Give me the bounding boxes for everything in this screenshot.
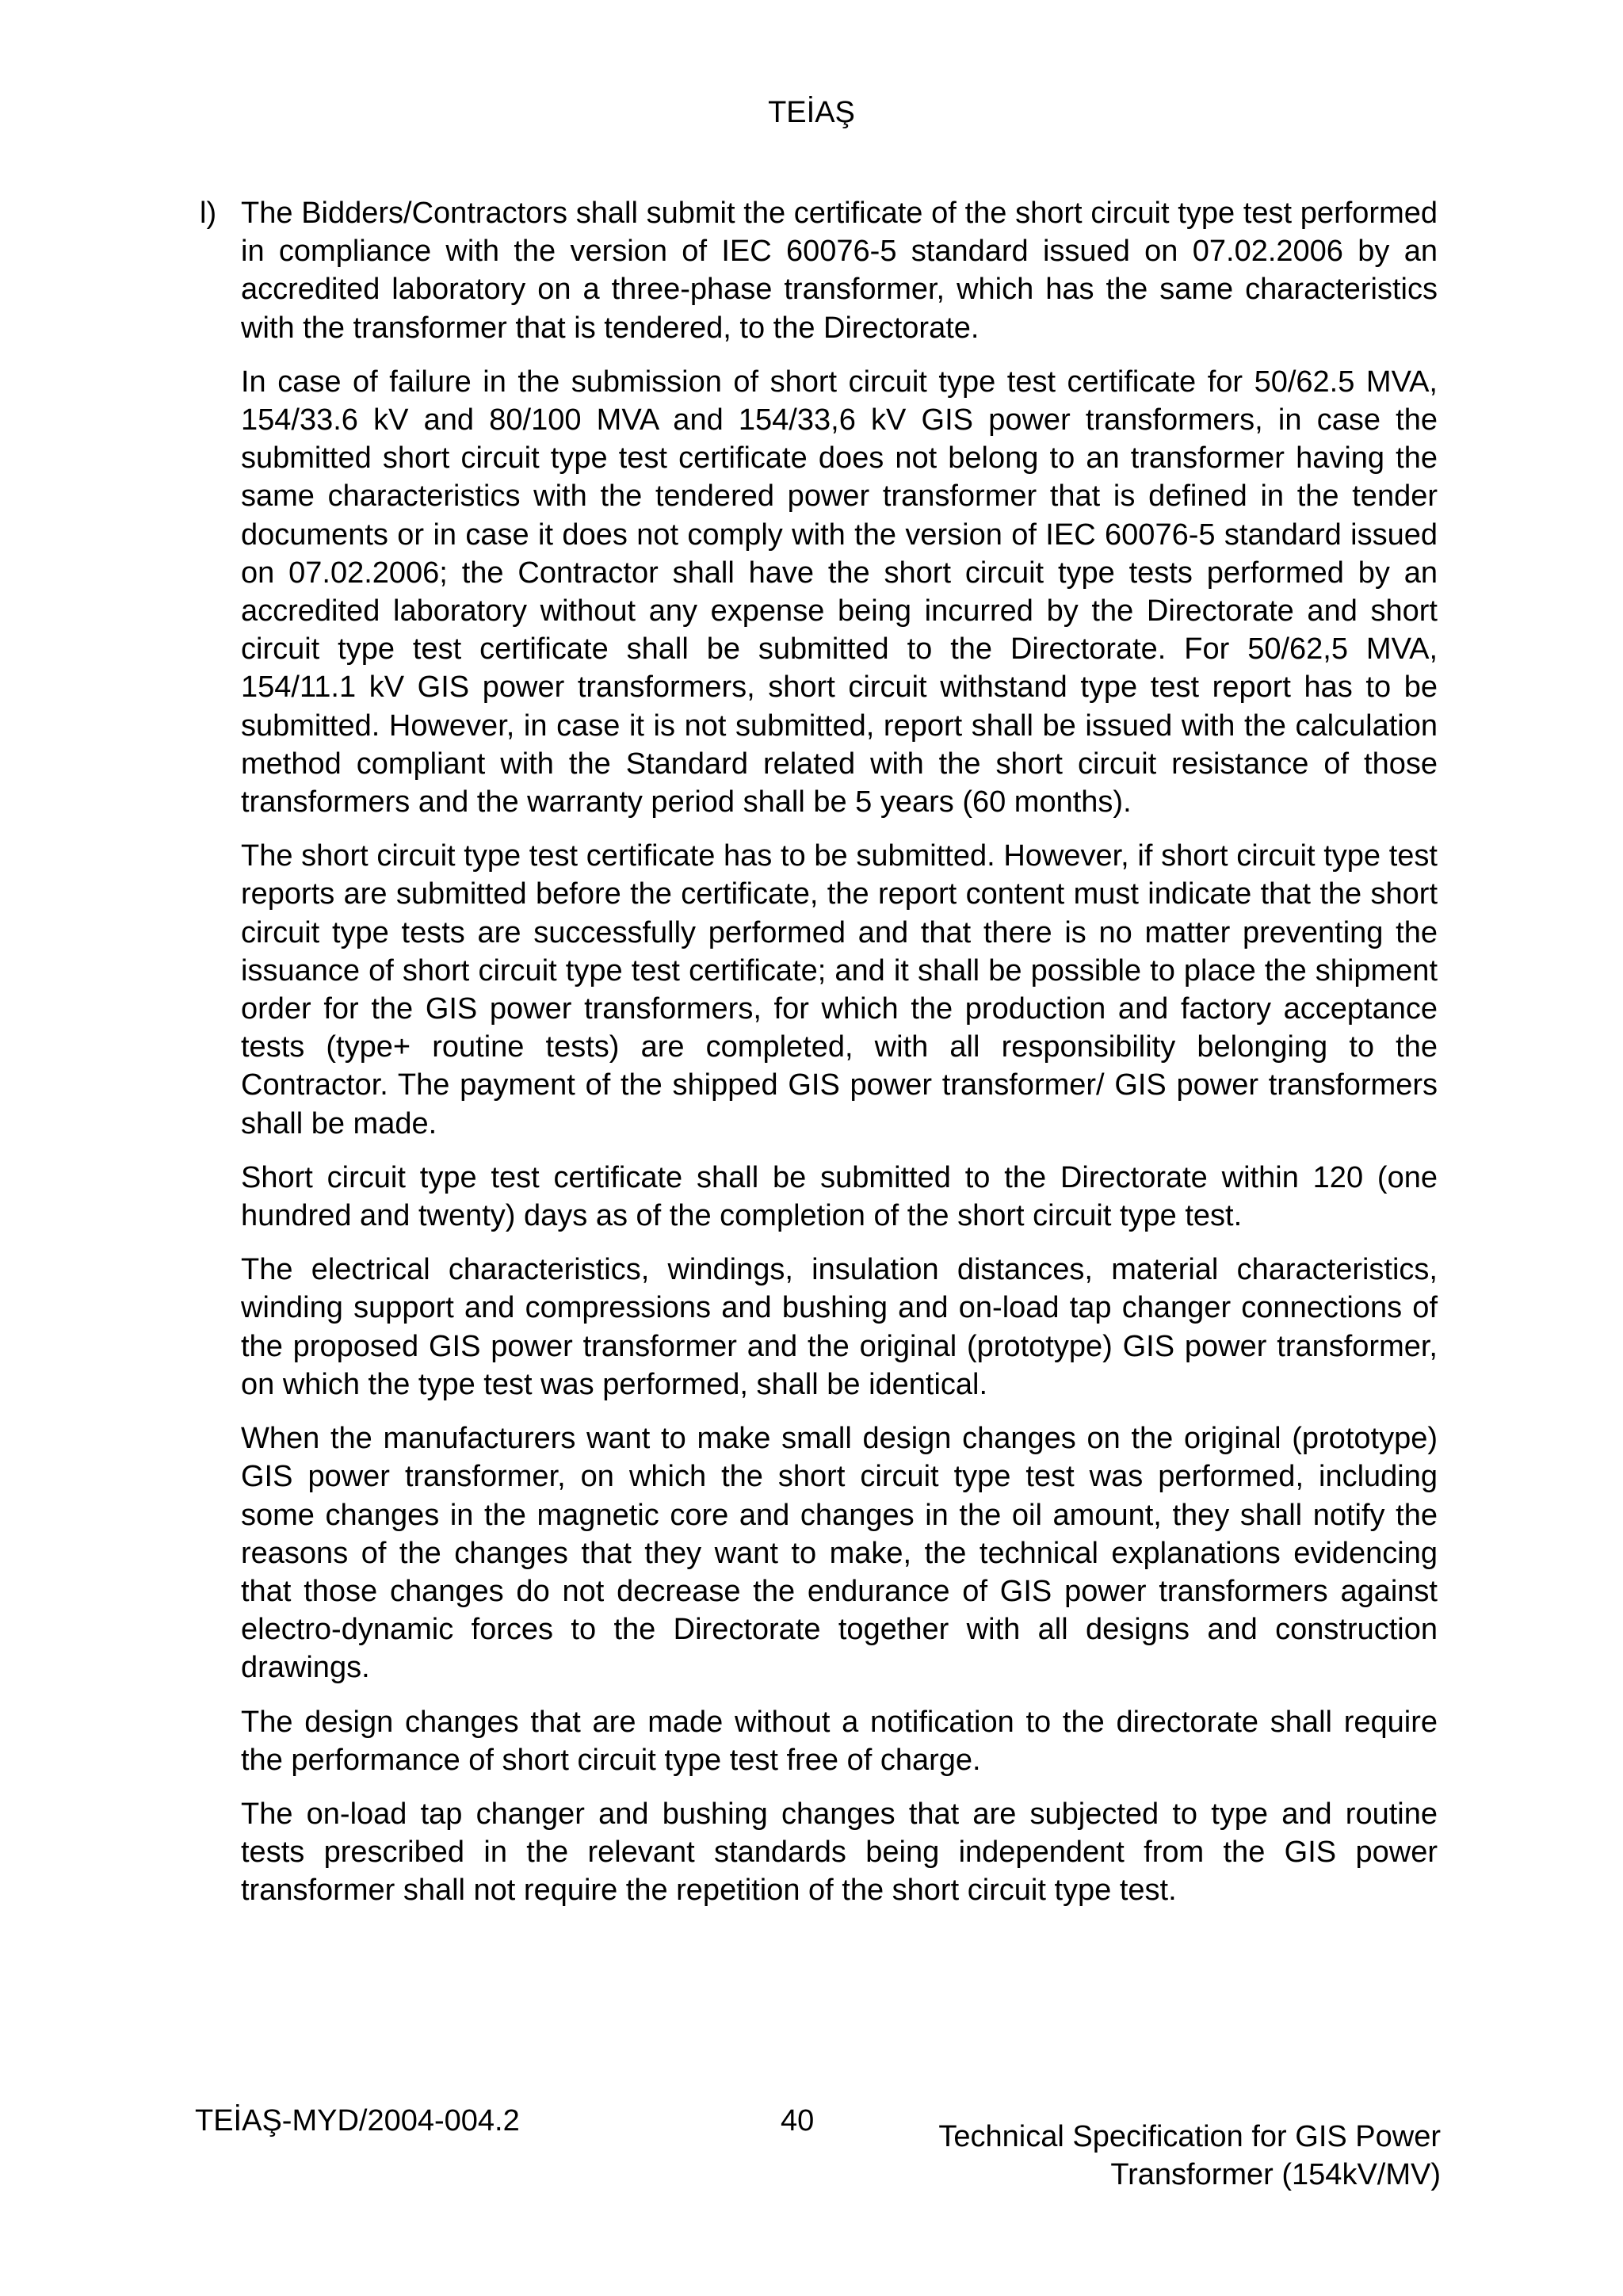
footer-spec-title-line1: Technical Specification for GIS Power: [938, 2120, 1441, 2153]
footer-spec-title-line2: Transformer (154kV/MV): [1110, 2158, 1441, 2191]
paragraph-6: When the manufacturers want to make small design changes on the original (prototype) GIS power transformer, on which the short circuit type test was performed, including some changes in the magnetic core and changes in the oil amount, they shall notify the reasons of the changes that they want to make, the technical explanations evidencing that those changes do not decrease the endurance of GIS power transformers against electro-dynamic forces to the Directorate together with all designs and construction drawings.: [241, 1422, 1438, 1685]
footer-page-number: 40: [781, 2104, 815, 2137]
paragraph-1: The Bidders/Contractors shall submit the certificate of the short circuit type test performed in compliance with the version of IEC 60076-5 standard issued on 07.02.2006 by an accredited laboratory on a three-phase transformer, which has the same characteristics with the transformer that is tendered, to the Directorate.: [241, 197, 1438, 345]
page-header: TEİAŞ: [768, 96, 855, 129]
paragraph-3: The short circuit type test certificate has to be submitted. However, if short circuit type test reports are submitted before the certificate, the report content must indicate that the short circuit type tests are successfully performed and that there is no matter preventing the issuance of short circuit type test certificate; and it shall be possible to place the shipment order for the GIS power transformers, for which the production and factory acceptance tests (type+ routine tests) are completed, with all responsibility belonging to the Contractor. The payment of the shipped GIS power transformer/ GIS power transformers shall be made.: [241, 839, 1438, 1140]
paragraph-4: Short circuit type test certificate shall be submitted to the Directorate within 120 (one hundred and twenty) days as of the completion of the short circuit type test.: [241, 1160, 1438, 1233]
paragraph-8: The on-load tap changer and bushing changes that are subjected to type and routine tests prescribed in the relevant standards being independent from the GIS power transformer shall not require the repetition of the short circuit type test.: [241, 1797, 1438, 1908]
paragraph-2: In case of failure in the submission of short circuit type test certificate for 50/62.5 MVA, 154/33.6 kV and 80/100 MVA and 154/33,6 kV GIS power transformers, in case the submitted short circuit type test certificate does not belong to an transformer having the same characteristics with the tendered power transformer that is defined in the tender documents or in case it does not comply with the version of IEC 60076-5 standard issued on 07.02.2006; the Contractor shall have the short circuit type tests performed by an accredited laboratory without any expense being incurred by the Directorate and short circuit type test certificate shall be submitted to the Directorate. For 50/62,5 MVA, 154/11.1 kV GIS power transformers, short circuit withstand type test report has to be submitted. However, in case it is not submitted, report shall be issued with the calculation method compliant with the Standard related with the short circuit resistance of those transformers and the warranty period shall be 5 years (60 months).: [241, 365, 1438, 819]
footer-doc-code: TEİAŞ-MYD/2004-004.2: [195, 2104, 520, 2137]
paragraph-5: The electrical characteristics, windings, insulation distances, material characteristics, winding support and compressions and bushing and on-load tap changer connections of the proposed GIS power transformer and the original (prototype) GIS power transformer, on which the type test was performed, shall be identical.: [241, 1253, 1438, 1401]
list-item-marker: l): [200, 197, 217, 230]
footer-spec-title: [838, 2118, 1441, 2194]
paragraph-7: The design changes that are made without a notification to the directorate shall require the performance of short circuit type test free of charge.: [241, 1705, 1438, 1777]
section-content: [200, 194, 1438, 1926]
